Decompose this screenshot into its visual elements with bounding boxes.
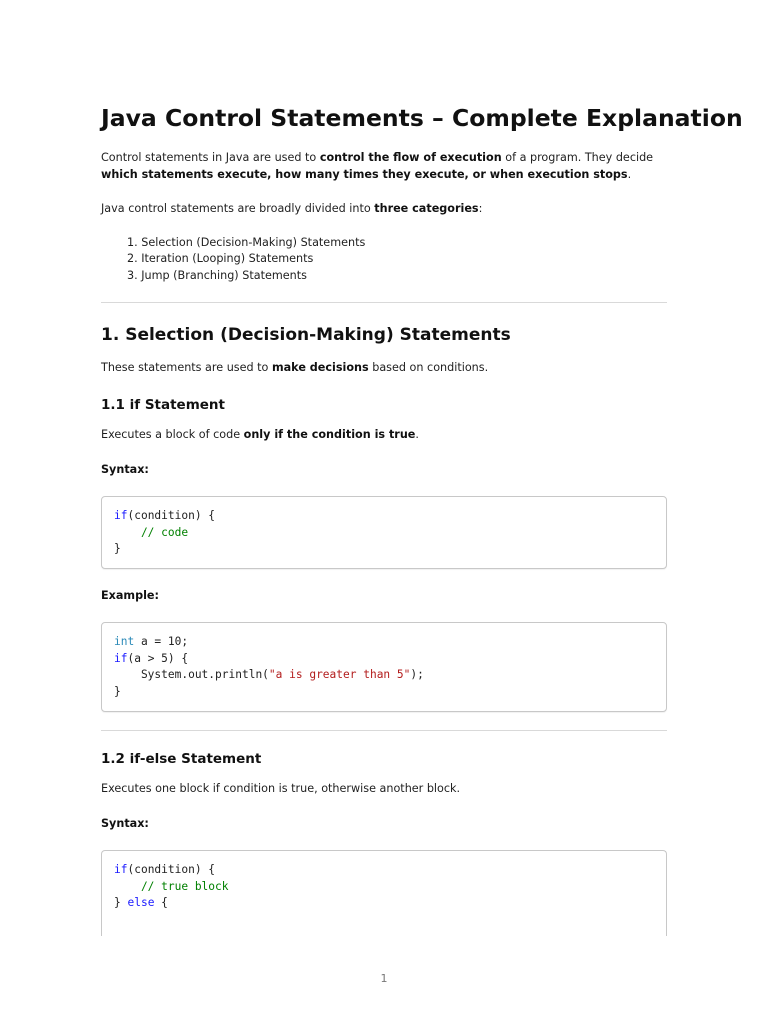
code-plain: (condition) { — [127, 509, 216, 522]
if-description-text: Executes a block of code — [101, 428, 244, 441]
section-divider — [101, 302, 667, 303]
code-plain: (condition) { — [127, 863, 216, 876]
section-divider — [101, 730, 667, 731]
code-comment: // code — [114, 525, 189, 539]
list-item: 1. Selection (Decision-Making) Statements — [127, 236, 366, 249]
code-plain: } — [114, 896, 128, 910]
page-title: Java Control Statements – Complete Explanation — [101, 104, 743, 132]
intro-emphasis: control the flow of execution — [319, 151, 502, 164]
categories-list — [127, 235, 365, 284]
code-comment: // true block — [114, 879, 229, 893]
if-description — [101, 427, 667, 444]
subsection-heading-if: 1.1 if Statement — [101, 397, 225, 413]
intro-emphasis: which statements execute, how many times they execute, or when execution stops — [101, 167, 628, 181]
code-keyword: if — [114, 651, 128, 665]
syntax-label: Syntax: — [101, 817, 149, 830]
section-description-emphasis: make decisions — [271, 361, 369, 374]
list-item: 2. Iteration (Looping) Statements — [127, 252, 314, 266]
intro-text: . — [627, 167, 632, 181]
categories-intro-text: : — [478, 202, 483, 215]
section-description — [101, 360, 667, 377]
code-text — [102, 497, 666, 558]
subsection-heading-if-else: 1.2 if-else Statement — [101, 751, 262, 767]
section-heading-selection: 1. Selection (Decision-Making) Statements — [101, 325, 511, 345]
code-string: "a is greater than 5" — [268, 668, 411, 682]
code-plain: a = 10; — [134, 635, 189, 648]
list-item: 3. Jump (Branching) Statements — [127, 268, 307, 282]
code-keyword: if — [114, 509, 128, 522]
code-plain: (a > 5) { — [127, 651, 189, 665]
intro-paragraph — [101, 150, 667, 183]
code-keyword: else — [127, 896, 155, 910]
code-plain: { — [154, 896, 168, 910]
code-plain: ); — [410, 668, 424, 682]
code-type: int — [114, 635, 135, 648]
code-block-if-example — [101, 622, 667, 712]
if-description-text: . — [415, 428, 419, 441]
page-number: 1 — [380, 972, 388, 985]
example-label: Example: — [101, 589, 159, 602]
code-plain: System.out.println( — [114, 668, 269, 682]
section-description-text: based on conditions. — [368, 361, 489, 374]
code-plain: } — [114, 542, 121, 556]
code-text — [102, 851, 666, 912]
code-plain: } — [114, 684, 121, 698]
code-block-if-syntax — [101, 496, 667, 569]
categories-intro-text: Java control statements are broadly divided into — [101, 202, 375, 215]
code-text — [102, 623, 666, 700]
code-keyword: if — [114, 863, 128, 876]
syntax-label: Syntax: — [101, 463, 149, 476]
intro-text: of a program. They decide — [501, 151, 654, 164]
categories-intro-emphasis: three categories — [374, 202, 479, 215]
intro-text: Control statements in Java are used to — [101, 151, 320, 164]
code-block-if-else-syntax — [101, 850, 667, 936]
categories-intro — [101, 201, 667, 218]
if-else-description: Executes one block if condition is true, otherwise another block. — [101, 782, 461, 795]
section-description-text: These statements are used to — [101, 361, 272, 374]
if-description-emphasis: only if the condition is true — [243, 428, 416, 441]
